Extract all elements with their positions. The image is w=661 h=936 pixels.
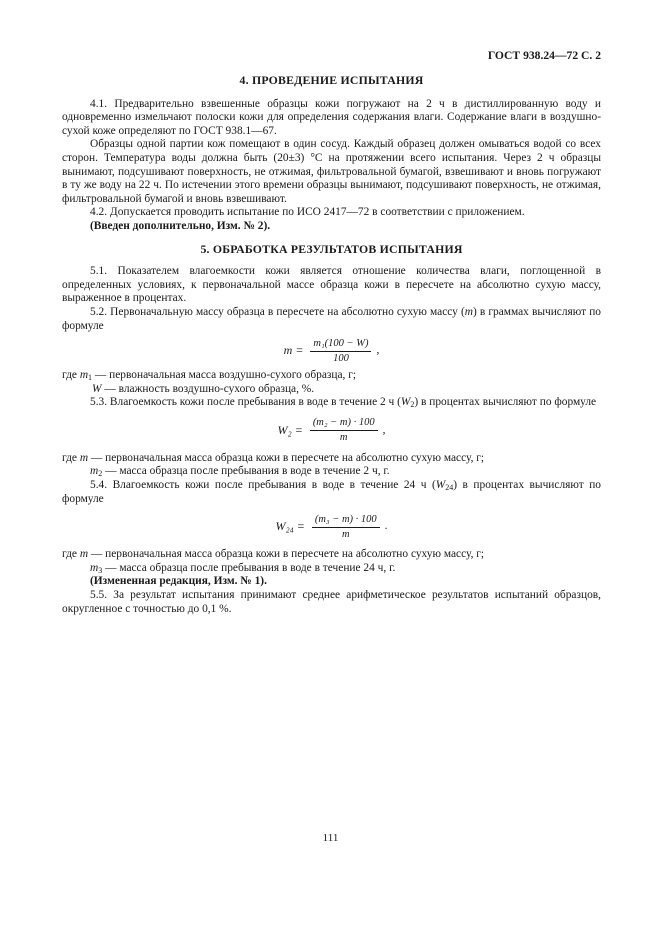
page-number: 111	[322, 832, 339, 844]
paragraph-5-4: 5.4. Влагоемкость кожи после пребывания в воде в течение 24 ч $(W_{24})$ в процентах вычисляют по формуле	[62, 479, 602, 505]
section-4-title: 4. ПРОВЕДЕНИЕ ИСПЫТАНИЯ	[239, 73, 424, 87]
paragraph-5-1: 5.1. Показателем влагоемкости кожи является отношение количества влаги, поглощенной в определенных условиях, к первоначальной массе образца кожи в пересчете на абсолютно сухую массу, выраженное в процентах.	[62, 265, 601, 305]
amendment-note-2: (Введен дополнительно, Изм. № 2).	[90, 219, 271, 232]
paragraph-5-2: 5.2. Первоначальную массу образца в пересчете на абсолютно сухую массу (m) в граммах вычисляют по формуле	[62, 305, 601, 332]
where-m-3: где m — первоначальная масса образца кожи в пересчете на абсолютно сухую массу, г;	[62, 548, 485, 561]
where-m-2: где m — первоначальная масса образца кожи в пересчете на абсолютно сухую массу, г;	[62, 451, 485, 464]
paragraph-4-2: 4.2. Допускается проводить испытание по ИСО 2417—72 в соответствии с приложением.	[90, 206, 525, 219]
formula-w2: W₂ = $\frac{\text{(m₂ − m) · 100}}{m}$ ,	[277, 417, 386, 444]
paragraph-4-1: 4.1. Предварительно взвешенные образцы кожи погружают на 2 ч в дистиллированную воду и одновременно измельчают полоски кожи для определения содержания влаги. Содержание влаги в воздушно-сухой коже определяют по ГОСТ 938.1—67.	[62, 97, 601, 137]
paragraph-5-3: 5.3. Влагоемкость кожи после пребывания в воде в течение 2 ч $(W_2)$ в процентах вычисляют по формуле	[90, 396, 597, 410]
document-body	[62, 74, 601, 616]
paragraph-4-1-cont: Образцы одной партии кож помещают в один сосуд. Каждый образец должен омываться водой со всех сторон. Температура воды должна быть (20±3) °С на протяжении всего испытания. Через 2 ч образцы вынимают, подсушивают поверхность, не отжимая, фильтровальной бумагой, взвешивают и вновь погружают в ту же воду на 22 ч. По истечении этого времени образцы вынимают, подсушивают поверхность, не отжимая, фильтровальной бумагой и вновь взвешивают.	[62, 138, 601, 205]
paragraph-5-5: 5.5. За результат испытания принимают среднее арифметическое результатов испытаний образцов, округленное с точностью до 0,1 %.	[62, 589, 601, 615]
where-m3: $m_3$ — масса образца после пребывания в воде в течение 24 ч, г.	[90, 561, 396, 575]
where-m1: где $m_1$ — первоначальная масса воздушно-сухого образца, г;	[62, 369, 357, 383]
amendment-note-1: (Измененная редакция, Изм. № 1).	[90, 575, 267, 588]
formula-dry-mass: m = $\frac{\text{m₁(100 − W)}}{100}$ ,	[283, 337, 380, 364]
where-m2: $m_2$ — масса образца после пребывания в воде в течение 2 ч, г.	[90, 465, 390, 479]
where-w: W — влажность воздушно-сухого образца, %.	[92, 382, 315, 395]
document-header: ГОСТ 938.24—72 С. 2	[487, 49, 601, 62]
section-5-title: 5. ОБРАБОТКА РЕЗУЛЬТАТОВ ИСПЫТАНИЯ	[200, 241, 463, 256]
formula-w24: W₂₄ = $\frac{\text{(m₃ − m) · 100}}{m}$ .	[275, 513, 388, 540]
